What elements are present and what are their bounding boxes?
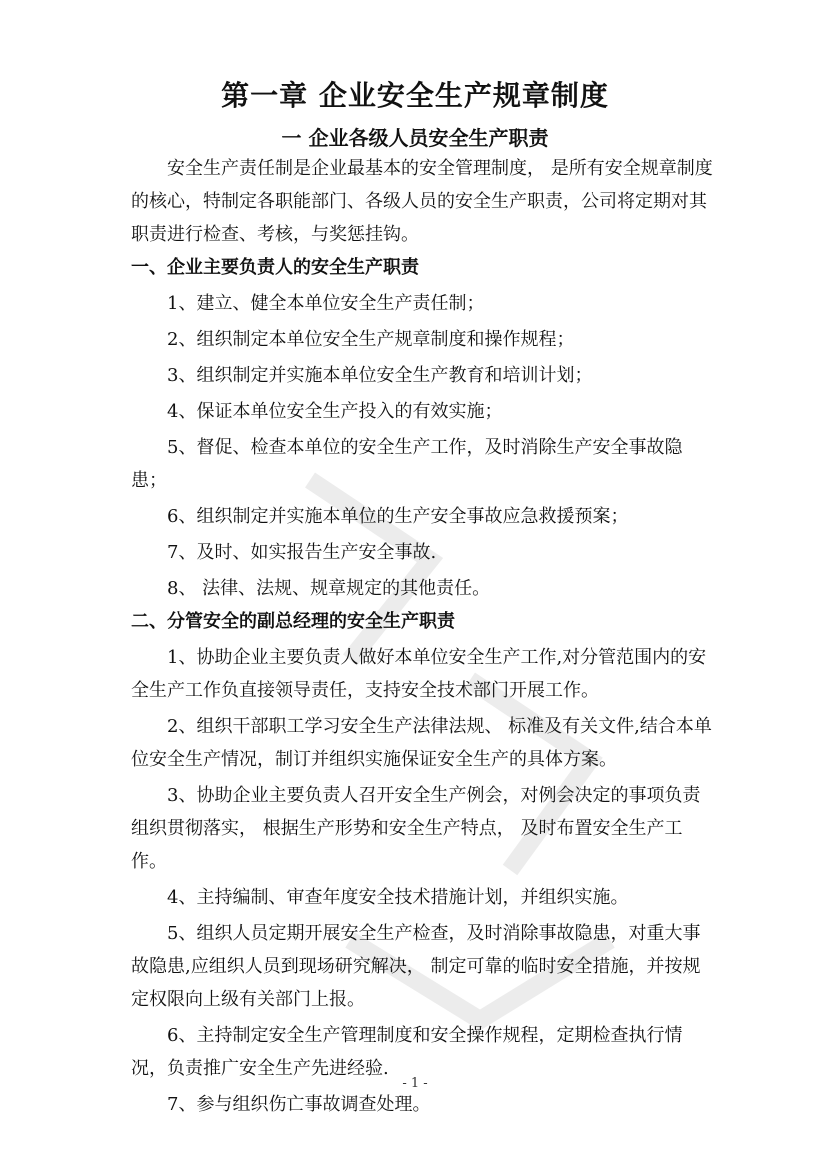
list-item: 5、督促、检查本单位的安全生产工作，及时消除生产安全事故隐患；	[131, 437, 683, 491]
list-item: 5、组织人员定期开展安全生产检查，及时消除事故隐患，对重大事故隐患,应组织人员到现场研究解决， 制定可靠的临时安全措施，并按规定权限向上级有关部门上报。	[131, 923, 701, 1010]
section-heading: 一、企业主要负责人的安全生产职责	[131, 257, 419, 278]
section-heading: 二、分管安全的副总经理的安全生产职责	[131, 611, 455, 632]
list-item: 8、 法律、法规、规章规定的其他责任。	[167, 578, 491, 599]
list-item: 7、参与组织伤亡事故调查处理。	[167, 1094, 431, 1115]
list-item: 6、主持制定安全生产管理制度和安全操作规程，定期检查执行情况，负责推广安全生产先进经验.	[131, 1025, 683, 1079]
list-item: 2、组织干部职工学习安全生产法律法规、 标准及有关文件,结合本单位安全生产情况，制订并组织实施保证安全生产的具体方案。	[131, 716, 712, 770]
list-item: 6、组织制定并实施本单位的生产安全事故应急救援预案；	[167, 506, 629, 527]
list-item: 4、保证本单位安全生产投入的有效实施；	[167, 401, 503, 422]
list-item: 3、组织制定并实施本单位安全生产教育和培训计划；	[167, 365, 593, 386]
section-title: 一 企业各级人员安全生产职责	[281, 126, 549, 150]
document-body	[131, 152, 716, 1121]
page-number: - 1 -	[402, 1076, 428, 1091]
list-item: 3、协助企业主要负责人召开安全生产例会，对例会决定的事项负责组织贯彻落实， 根据生产形势和安全生产特点， 及时布置安全生产工作。	[131, 785, 701, 872]
chapter-title: 第一章 企业安全生产规章制度	[221, 79, 609, 112]
list-item: 2、组织制定本单位安全生产规章制度和操作规程；	[167, 329, 575, 350]
intro-paragraph: 安全生产责任制是企业最基本的安全管理制度， 是所有安全规章制度的核心，特制定各职能部门、各级人员的安全生产职责，公司将定期对其职责进行检查、考核，与奖惩挂钩。	[131, 158, 713, 245]
list-item: 1、建立、健全本单位安全生产责任制；	[167, 293, 485, 314]
list-item: 4、主持编制、审查年度安全技术措施计划，并组织实施。	[167, 887, 629, 908]
list-item: 7、及时、如实报告生产安全事故.	[167, 542, 437, 563]
list-item: 1、协助企业主要负责人做好本单位安全生产工作,对分管范围内的安全生产工作负直接领导责任，支持安全技术部门开展工作。	[131, 647, 707, 701]
